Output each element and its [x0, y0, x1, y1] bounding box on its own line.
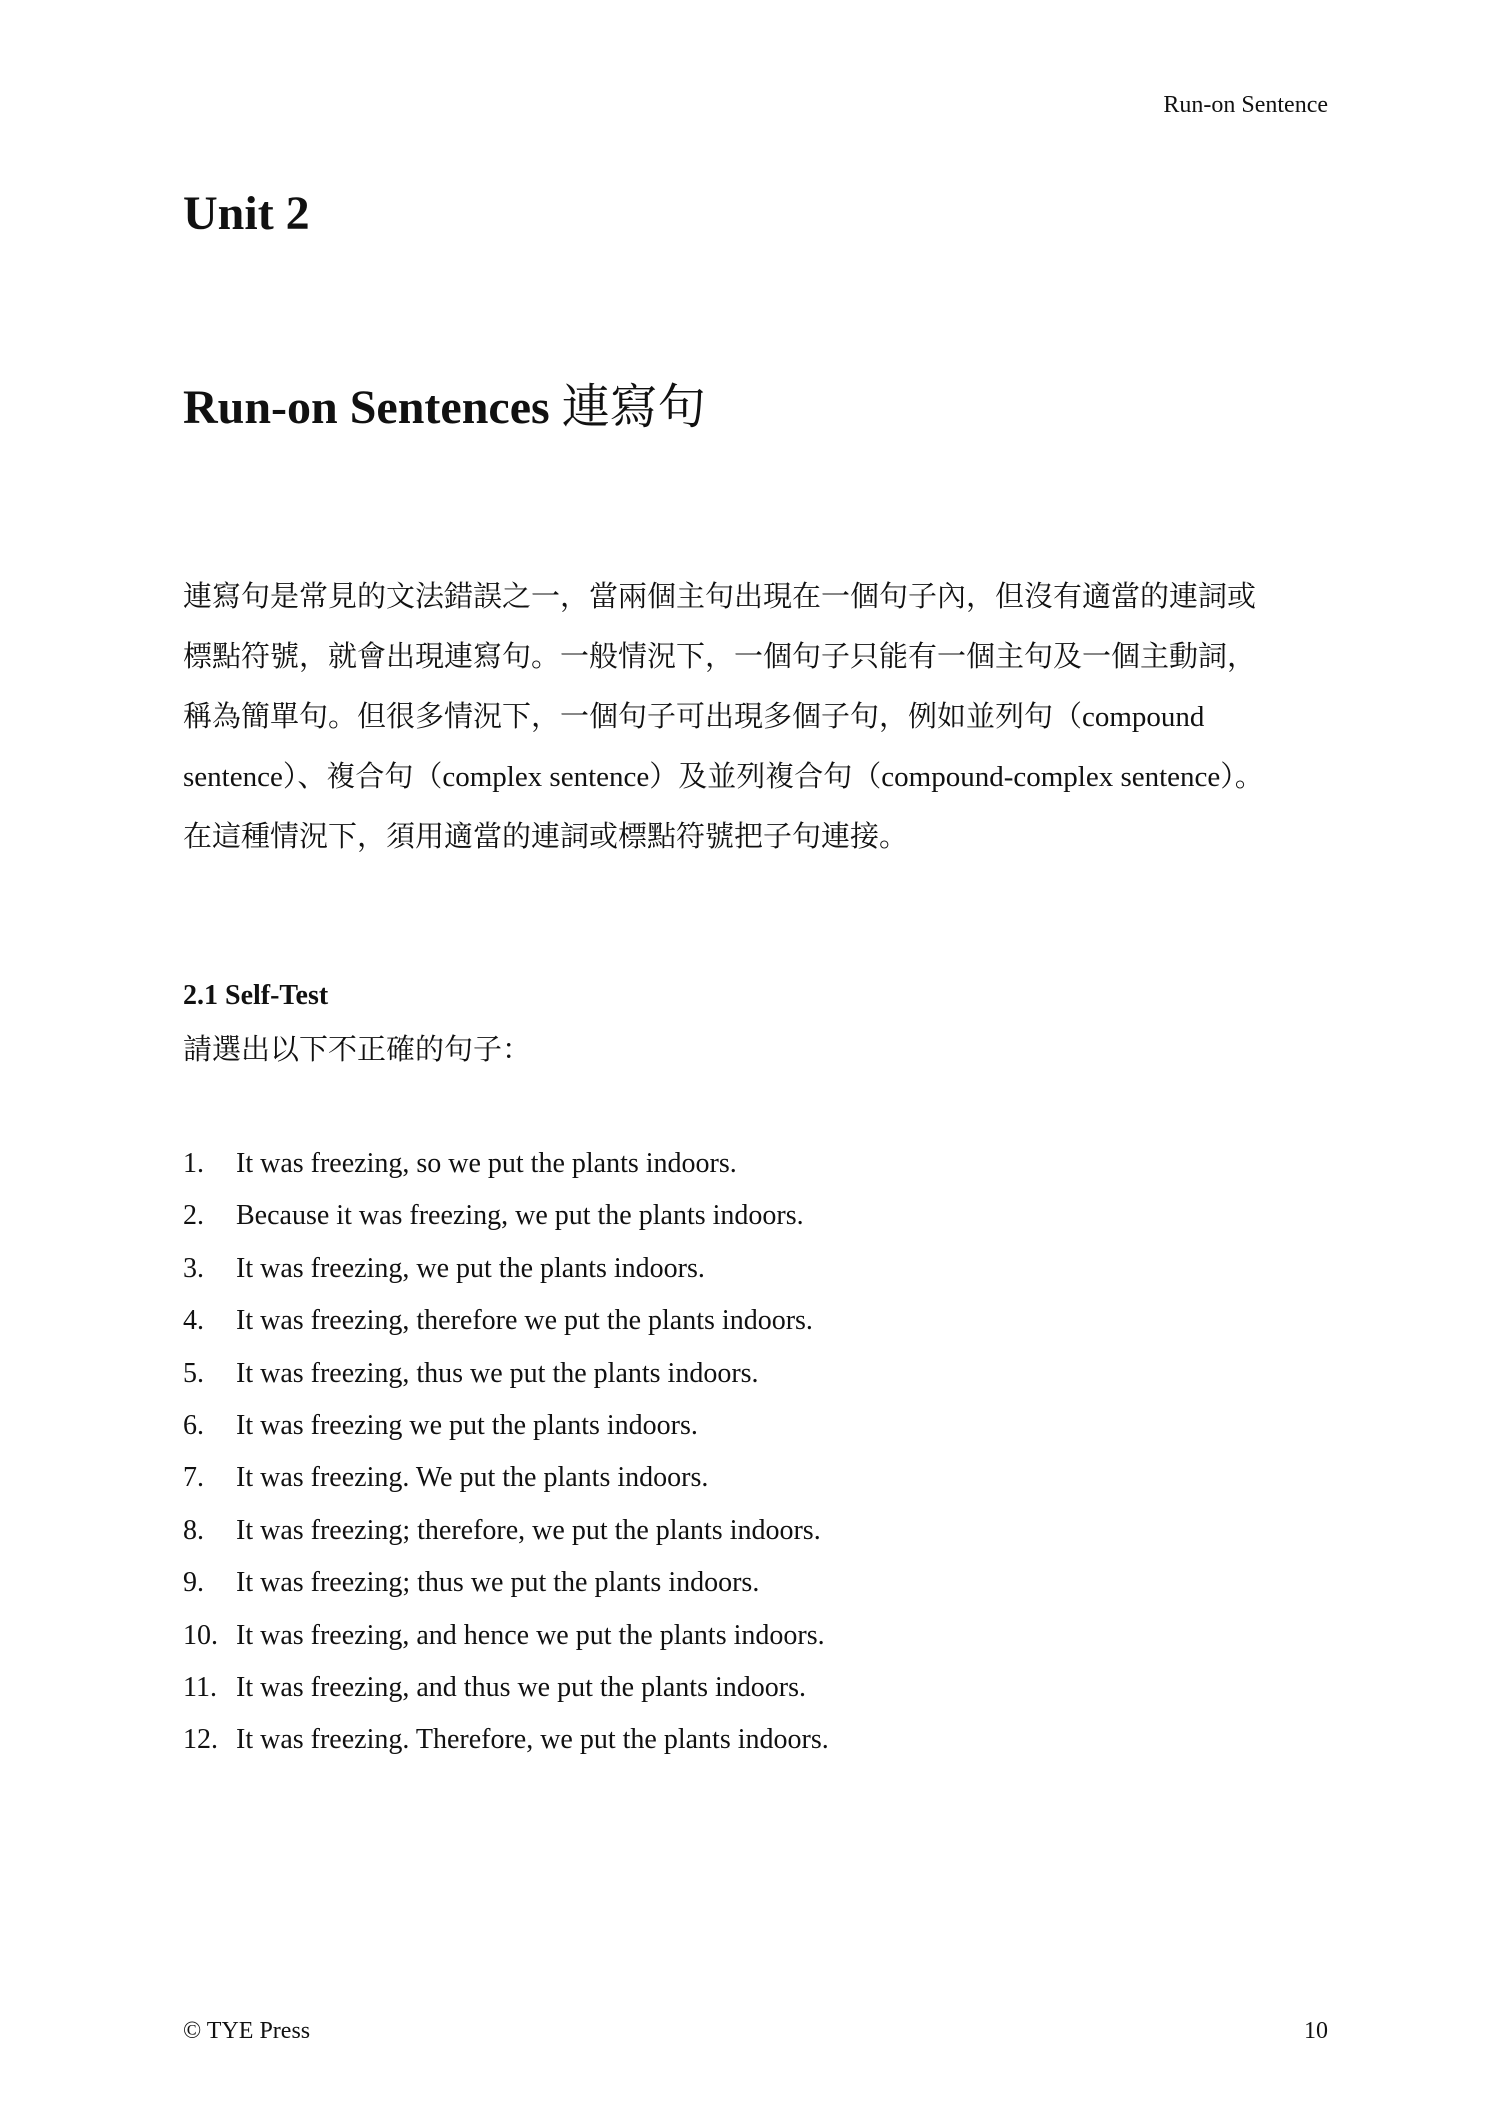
- sentence-number: 4.: [183, 1305, 204, 1337]
- sentence-number: 9.: [183, 1567, 204, 1599]
- sentence-text: It was freezing, therefore we put the plants indoors.: [236, 1305, 813, 1337]
- sentence-number: 6.: [183, 1409, 204, 1441]
- sentence-item: [183, 1616, 829, 1668]
- sentence-text: It was freezing, so we put the plants indoors.: [236, 1148, 737, 1179]
- sentence-item: [183, 1301, 829, 1353]
- sentence-text: It was freezing, and hence we put the plants indoors.: [236, 1619, 825, 1651]
- sentence-item: [183, 1196, 829, 1248]
- self-test-instruction: 請選出以下不正確的句子：: [183, 1034, 532, 1066]
- sentence-number: 7.: [183, 1462, 204, 1494]
- sentence-list: [183, 1144, 829, 1773]
- sentence-number: 2.: [183, 1200, 204, 1232]
- intro-line: 連寫句是常見的文法錯誤之一，當兩個主句出現在一個句子內，但沒有適當的連詞或: [183, 581, 1257, 613]
- footer-copyright: © TYE Press: [183, 2018, 311, 2044]
- sentence-text: Because it was freezing, we put the plants indoors.: [236, 1200, 804, 1232]
- sentence-item: [183, 1668, 829, 1720]
- sentence-item: [183, 1563, 829, 1615]
- sentence-item: [183, 1511, 829, 1563]
- intro-line: sentence）、複合句（complex sentence）及並列複合句（compound-complex sentence）。: [183, 761, 1264, 793]
- intro-line: 稱為簡單句。但很多情況下，一個句子可出現多個子句，例如並列句（compound: [183, 701, 1205, 733]
- sentence-number: 5.: [183, 1357, 204, 1389]
- sentence-text: It was freezing; therefore, we put the plants indoors.: [236, 1514, 821, 1546]
- chapter-title-chinese: 連寫句: [561, 381, 706, 434]
- sentence-number: 10.: [183, 1619, 218, 1651]
- sentence-text: It was freezing, we put the plants indoors.: [236, 1252, 705, 1284]
- sentence-number: 8.: [183, 1514, 204, 1546]
- sentence-text: It was freezing, and thus we put the plants indoors.: [236, 1671, 806, 1703]
- sentence-item: [183, 1720, 829, 1772]
- sentence-text: It was freezing we put the plants indoors.: [236, 1409, 698, 1441]
- sentence-item: [183, 1144, 829, 1196]
- sentence-text: It was freezing. We put the plants indoors.: [236, 1462, 709, 1494]
- chapter-title-english: Run-on Sentences: [183, 381, 550, 434]
- intro-line: 標點符號，就會出現連寫句。一般情況下，一個句子只能有一個主句及一個主動詞，: [183, 641, 1257, 673]
- sentence-number: 3.: [183, 1252, 204, 1284]
- running-header: Run-on Sentence: [1163, 92, 1328, 118]
- sentence-number: 12.: [183, 1724, 218, 1756]
- sentence-text: It was freezing. Therefore, we put the plants indoors.: [236, 1724, 829, 1756]
- intro-line: 在這種情況下，須用適當的連詞或標點符號把子句連接。: [183, 821, 909, 853]
- intro-paragraph: [183, 567, 1343, 867]
- unit-title: Unit 2: [183, 187, 310, 240]
- sentence-number: 1.: [183, 1148, 204, 1179]
- sentence-text: It was freezing, thus we put the plants indoors.: [236, 1357, 759, 1389]
- sentence-item: [183, 1354, 829, 1406]
- sentence-item: [183, 1458, 829, 1510]
- sentence-item: [183, 1406, 829, 1458]
- sentence-text: It was freezing; thus we put the plants indoors.: [236, 1567, 760, 1599]
- sentence-item: [183, 1249, 829, 1301]
- section-heading: 2.1 Self-Test: [183, 980, 329, 1011]
- sentence-number: 11.: [183, 1671, 217, 1703]
- footer-page-number: 10: [1304, 2018, 1328, 2044]
- chapter-title: [183, 378, 706, 438]
